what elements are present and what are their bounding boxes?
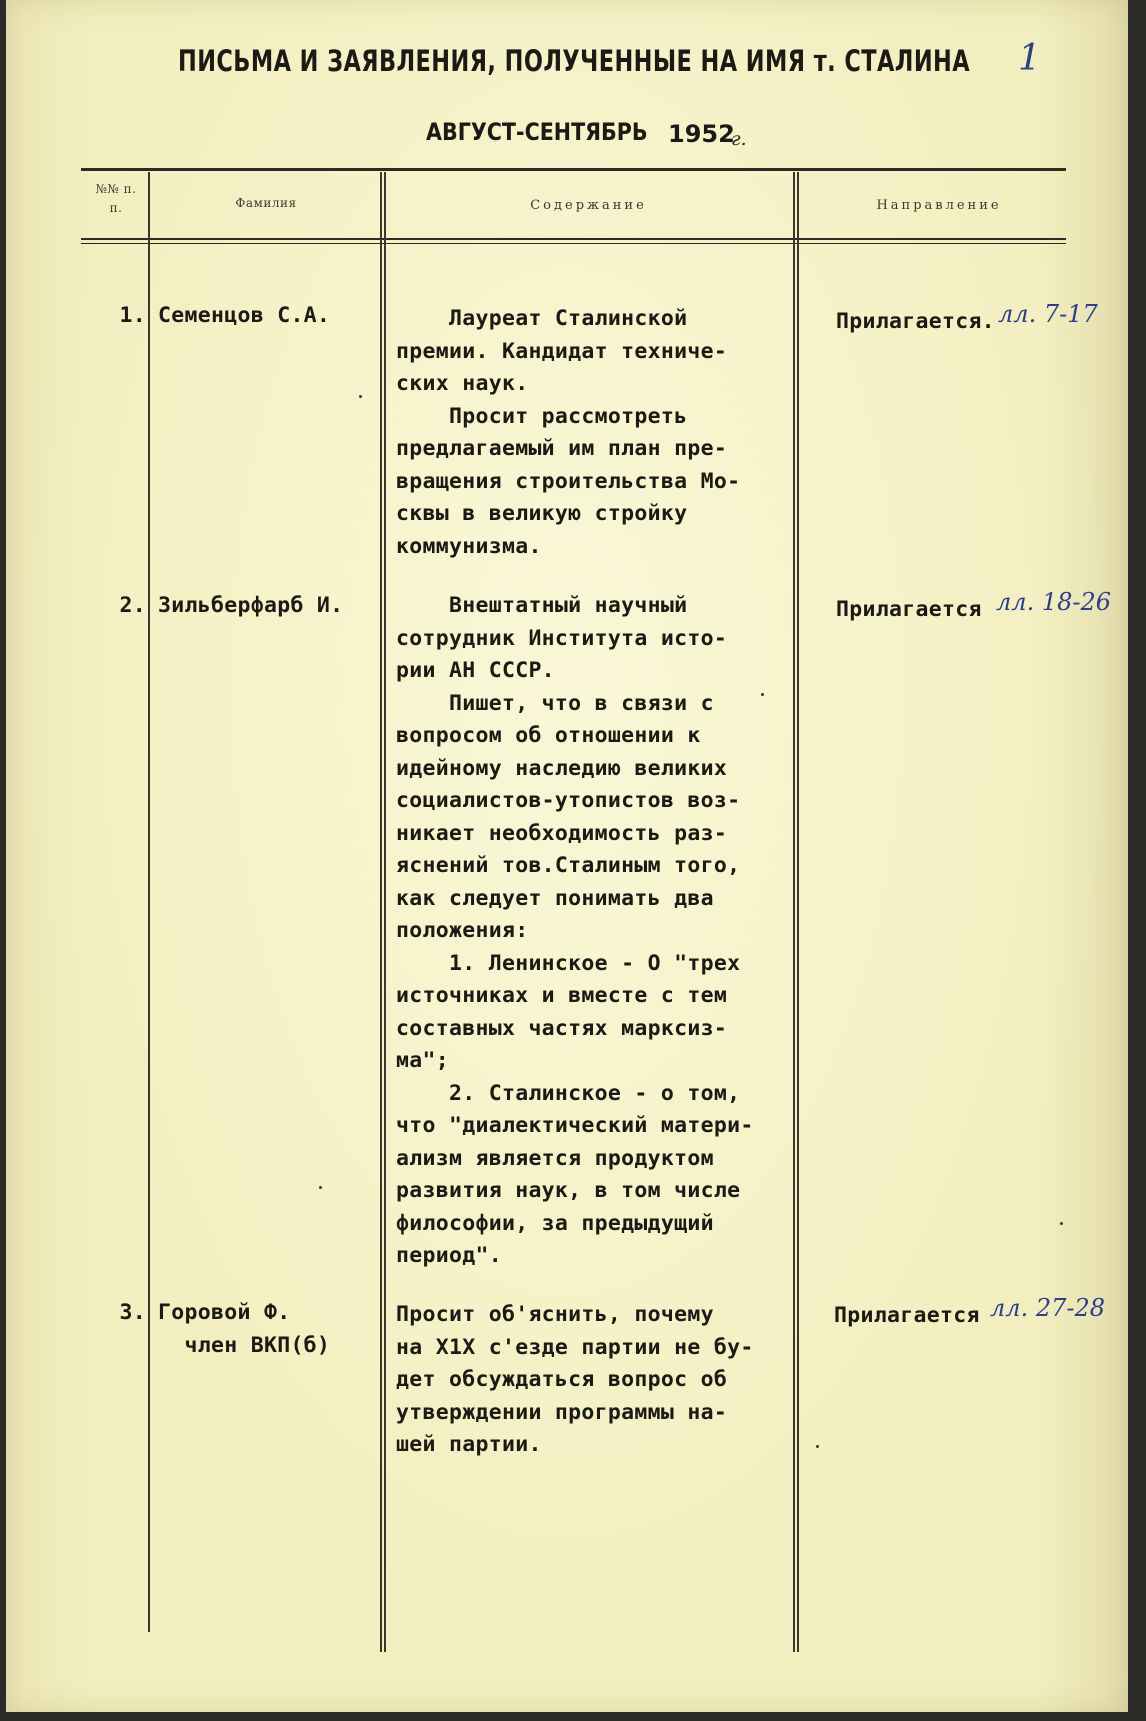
- handwritten-sheet-reference: лл. 7-17: [998, 300, 1098, 328]
- row-direction: Прилагается: [836, 597, 982, 622]
- row-number: 3.: [119, 1300, 146, 1325]
- column-divider-3b: [797, 172, 799, 1652]
- row-number: 2.: [119, 593, 146, 618]
- row-content: Внештатный научный сотрудник Института исто- рии АН СССР. Пишет, что в связи с вопросом об отношении к идейному наследию великих социалистов-утопистов воз- никает необходимость раз- яснений тов.Сталиным того, как следует понимать два положения: 1. Ленинское - О "трех источниках и вместе с тем составных частях марксиз- ма"; 2. Сталинское - о том, что "диалектический матери- ализм является продуктом развития наук, в том числе философии, за предыдущий период".: [396, 593, 754, 1268]
- handwritten-page-number: 1: [1018, 38, 1041, 79]
- document-year: 1952: [668, 120, 735, 148]
- row-name: Горовой Ф. член ВКП(б): [158, 1300, 331, 1358]
- handwritten-sheet-reference: лл. 27-28: [990, 1294, 1106, 1322]
- column-divider-1: [148, 172, 150, 1632]
- document-title: ПИСЬМА И ЗАЯВЛЕНИЯ, ПОЛУЧЕННЫЕ НА ИМЯ т. СТАЛИНА: [178, 44, 971, 78]
- row-direction: Прилагается: [834, 1303, 980, 1328]
- handwritten-sheet-reference: лл. 18-26: [996, 588, 1112, 616]
- header-direction: Направление: [876, 198, 1002, 213]
- row-content: Просит об'яснить, почему на Х1Х с'езде партии не бу- дет обсуждаться вопрос об утверждении программы на- шей партии.: [396, 1302, 754, 1457]
- column-divider-2a: [380, 172, 382, 1652]
- document-sheet: [6, 0, 1128, 1712]
- document-year-suffix: г.: [731, 128, 747, 150]
- paper-speck: [761, 693, 764, 696]
- header-rule-top: [81, 168, 1066, 171]
- header-content: Содержание: [530, 198, 647, 213]
- header-number: №№ п. п.: [95, 182, 137, 215]
- row-name: Семенцов С.А.: [158, 303, 331, 328]
- document-period: АВГУСТ-СЕНТЯБРЬ: [426, 118, 648, 146]
- paper-speck: [319, 1186, 322, 1189]
- column-divider-2b: [384, 172, 386, 1652]
- paper-speck: [816, 1445, 819, 1448]
- row-name: Зильберфарб И.: [158, 593, 344, 618]
- row-number: 1.: [119, 303, 146, 328]
- row-content: Лауреат Сталинской премии. Кандидат техниче- ских наук. Просит рассмотреть предлагаемый им план пре- вращения строительства Мо- сквы в великую стройку коммунизма.: [396, 306, 741, 559]
- column-divider-3a: [793, 172, 795, 1652]
- paper-speck: [359, 395, 362, 398]
- row-direction: Прилагается.: [836, 309, 995, 334]
- header-rule-bottom-2: [81, 243, 1066, 244]
- header-surname: Фамилия: [235, 196, 297, 210]
- paper-speck: [1060, 1222, 1063, 1225]
- header-rule-bottom: [81, 238, 1066, 240]
